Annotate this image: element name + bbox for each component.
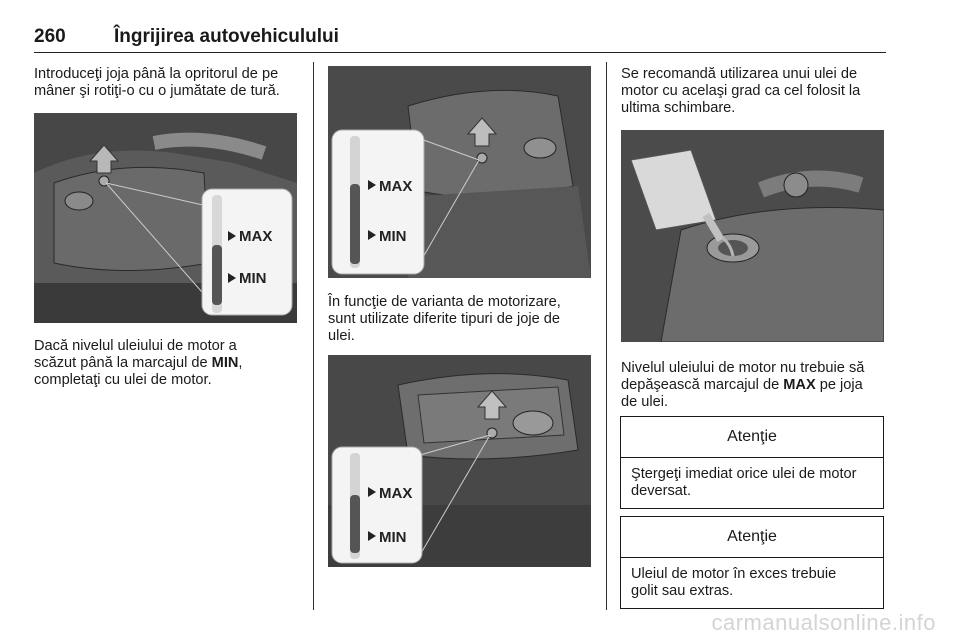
notice-title: Atenţie [621, 517, 883, 558]
max-label: MAX [239, 228, 273, 245]
min-label: MIN [379, 529, 407, 546]
variant-text: În funcţie de varianta de motorizare, sunt utilizate diferite tipuri de joje de ulei. [328, 294, 561, 344]
oil-filling-figure [621, 130, 884, 342]
max-label: MAX [379, 178, 413, 195]
intro-text: Introduceţi joja până la opritorul de pe mâner şi rotiţi-o cu o jumătate de tură. [34, 66, 280, 99]
column-divider-2 [606, 62, 607, 610]
watermark: carmanualsonline.info [711, 610, 936, 635]
page-header [34, 26, 886, 54]
dipstick-figure-1 [34, 113, 297, 323]
notice-box-2 [620, 516, 884, 609]
max-level-text: Nivelul uleiului de motor nu trebuie să depăşească marcajul de MAX pe joja de ulei. [621, 360, 865, 410]
notice-box-1 [620, 416, 884, 509]
max-label: MAX [379, 485, 413, 502]
dipstick-figure-3 [328, 355, 591, 567]
min-label: MIN [239, 270, 267, 287]
page-number: 260 [34, 26, 66, 47]
notice-body: Uleiul de motor în exces trebuie golit sau extras. [631, 566, 837, 599]
notice-title: Atenţie [621, 417, 883, 458]
header-rule [34, 52, 886, 53]
page-title: Îngrijirea autovehiculului [114, 26, 339, 47]
low-level-text: Dacă nivelul uleiului de motor a scăzut până la marcajul de MIN, completaţi cu ulei de motor. [34, 338, 243, 388]
recommendation-text: Se recomandă utilizarea unui ulei de motor cu acelaşi grad ca cel folosit la ultima schimbare. [621, 66, 861, 116]
min-label: MIN [379, 228, 407, 245]
column-divider-1 [313, 62, 314, 610]
notice-body: Ştergeţi imediat orice ulei de motor deversat. [631, 466, 857, 499]
dipstick-figure-2 [328, 66, 591, 278]
